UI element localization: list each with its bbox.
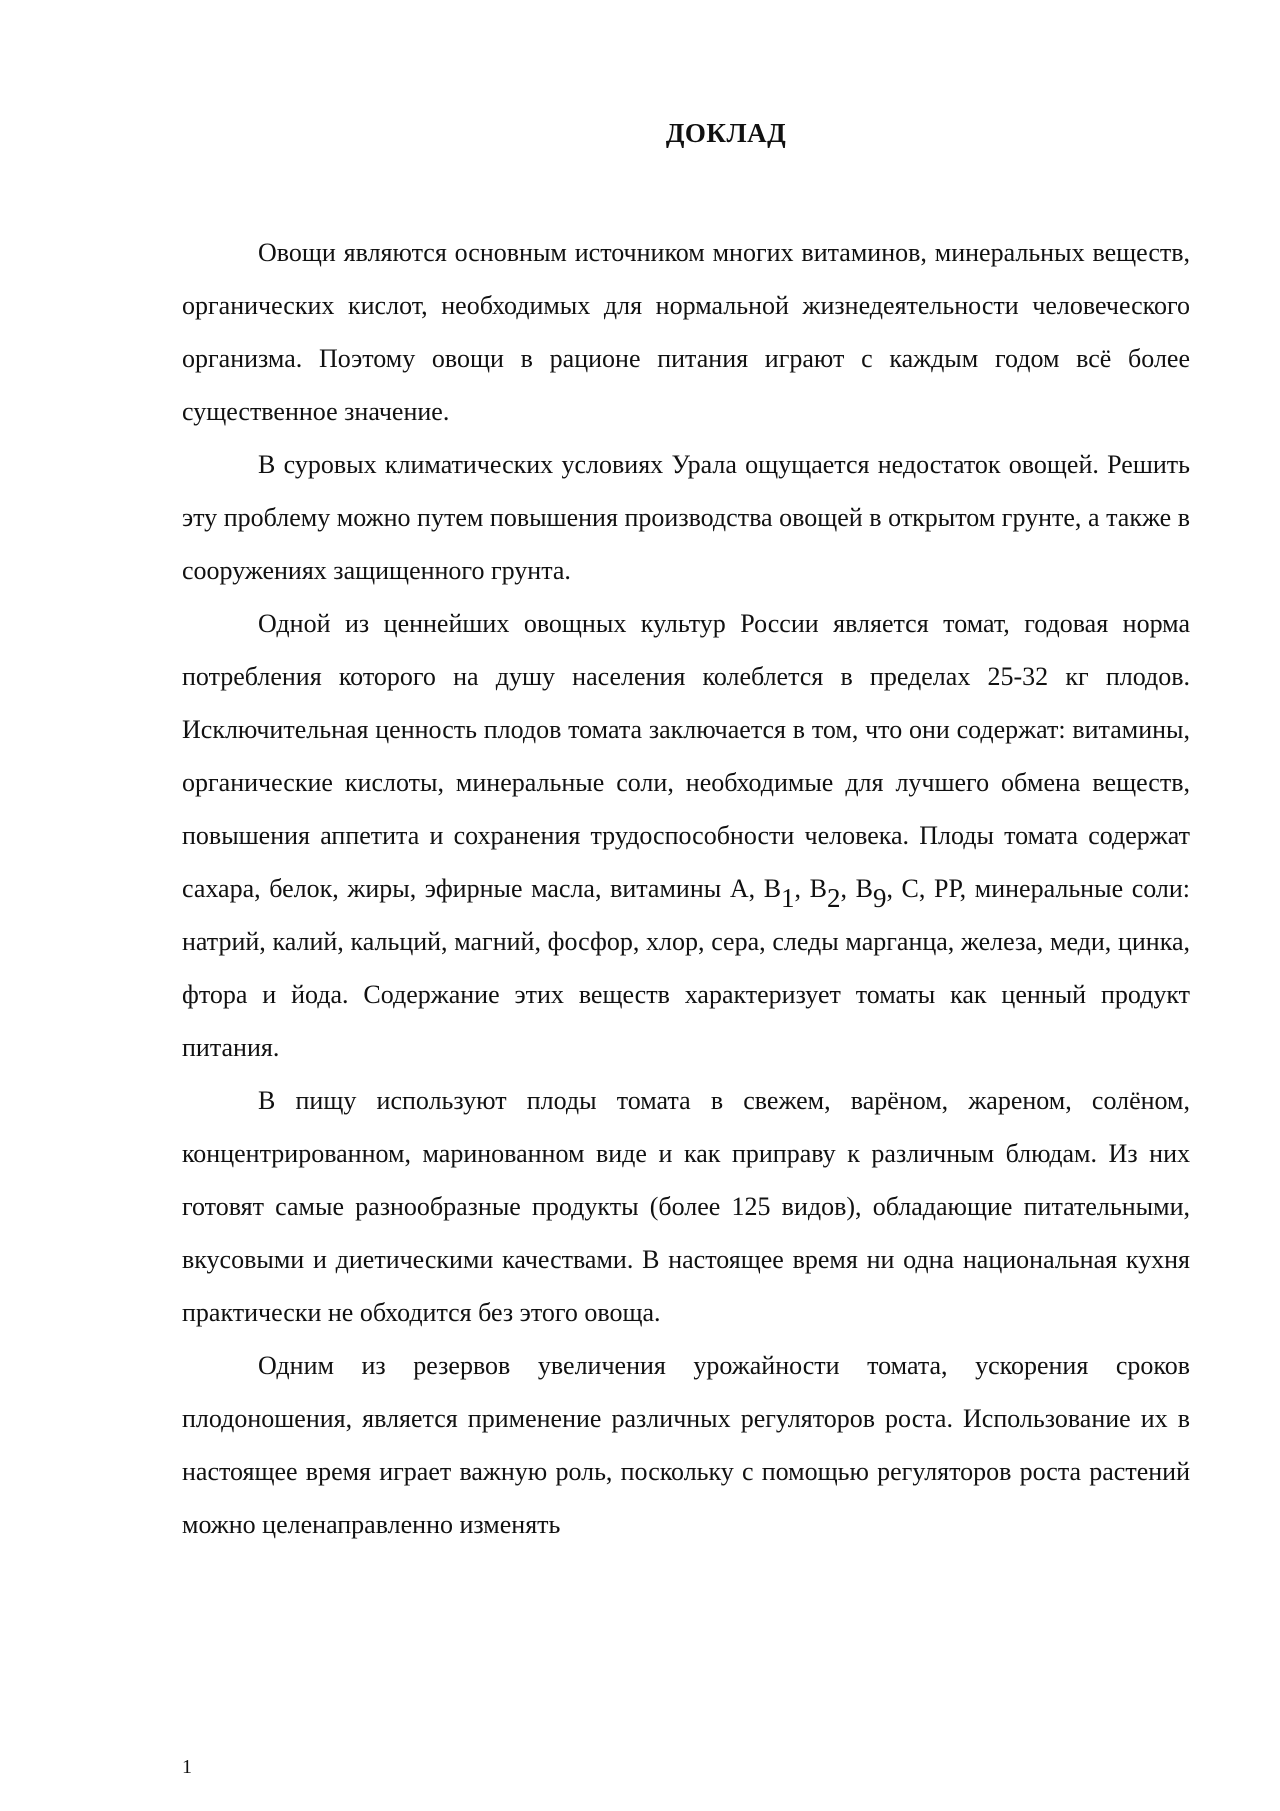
paragraph-3-text-c: , В (840, 874, 873, 903)
paragraph-2: В суровых климатических условиях Урала ощущается недостаток овощей. Решить эту проблему можно путем повышения производства овощей в открытом грунте, а также в сооружениях защищенного грунта. (182, 450, 1190, 585)
paragraph-1: Овощи являются основным источником многих витаминов, минеральных веществ, органических кислот, необходимых для нормальной жизнедеятельности человеческого организма. Поэтому овощи в рационе питания играют с каждым годом всё более существенное значение. (182, 238, 1190, 426)
page-number: 1 (182, 1756, 192, 1778)
document-title: ДОКЛАД (665, 118, 787, 148)
vitamin-b9-subscript: 9 (872, 883, 887, 913)
paragraph-3-text-a: Одной из ценнейших овощных культур России является томат, годовая норма потребления которого на душу населения колеблется в пределах 25-32 кг плодов. Исключительная ценность плодов томата заключается в том, что они содержат: витамины, органические кислоты, минеральные соли, необходимые для лучшего обмена веществ, повышения аппетита и сохранения трудоспособности человека. Плоды томата содержат сахара, белок, жиры, эфирные масла, витамины А, В (182, 609, 1190, 903)
paragraph-3-text-d: , С, РР, минеральные соли: натрий, калий, кальций, магний, фосфор, хлор, сера, следы марганца, железа, меди, цинка, фтора и йода. Содержание этих веществ характеризует томаты как ценный продукт питания. (182, 874, 1191, 1062)
document-body (182, 226, 1190, 1551)
paragraph-5: Одним из резервов увеличения урожайности томата, ускорения сроков плодоношения, является применение различных регуляторов роста. Использование их в настоящее время играет важную роль, поскольку с помощью регуляторов роста растений можно целенаправленно изменять (182, 1351, 1190, 1539)
paragraph-3-text-b: , В (794, 874, 827, 903)
paragraph-3 (182, 597, 1190, 1074)
vitamin-b2-subscript: 2 (827, 883, 841, 913)
paragraph-4: В пищу используют плоды томата в свежем, варёном, жареном, солёном, концентрированном, маринованном виде и как приправу к различным блюдам. Из них готовят самые разнообразные продукты (более 125 видов), обладающие питательными, вкусовыми и диетическими качествами. В настоящее время ни одна национальная кухня практически не обходится без этого овоща. (182, 1086, 1190, 1327)
vitamin-b1-subscript: 1 (781, 883, 795, 913)
